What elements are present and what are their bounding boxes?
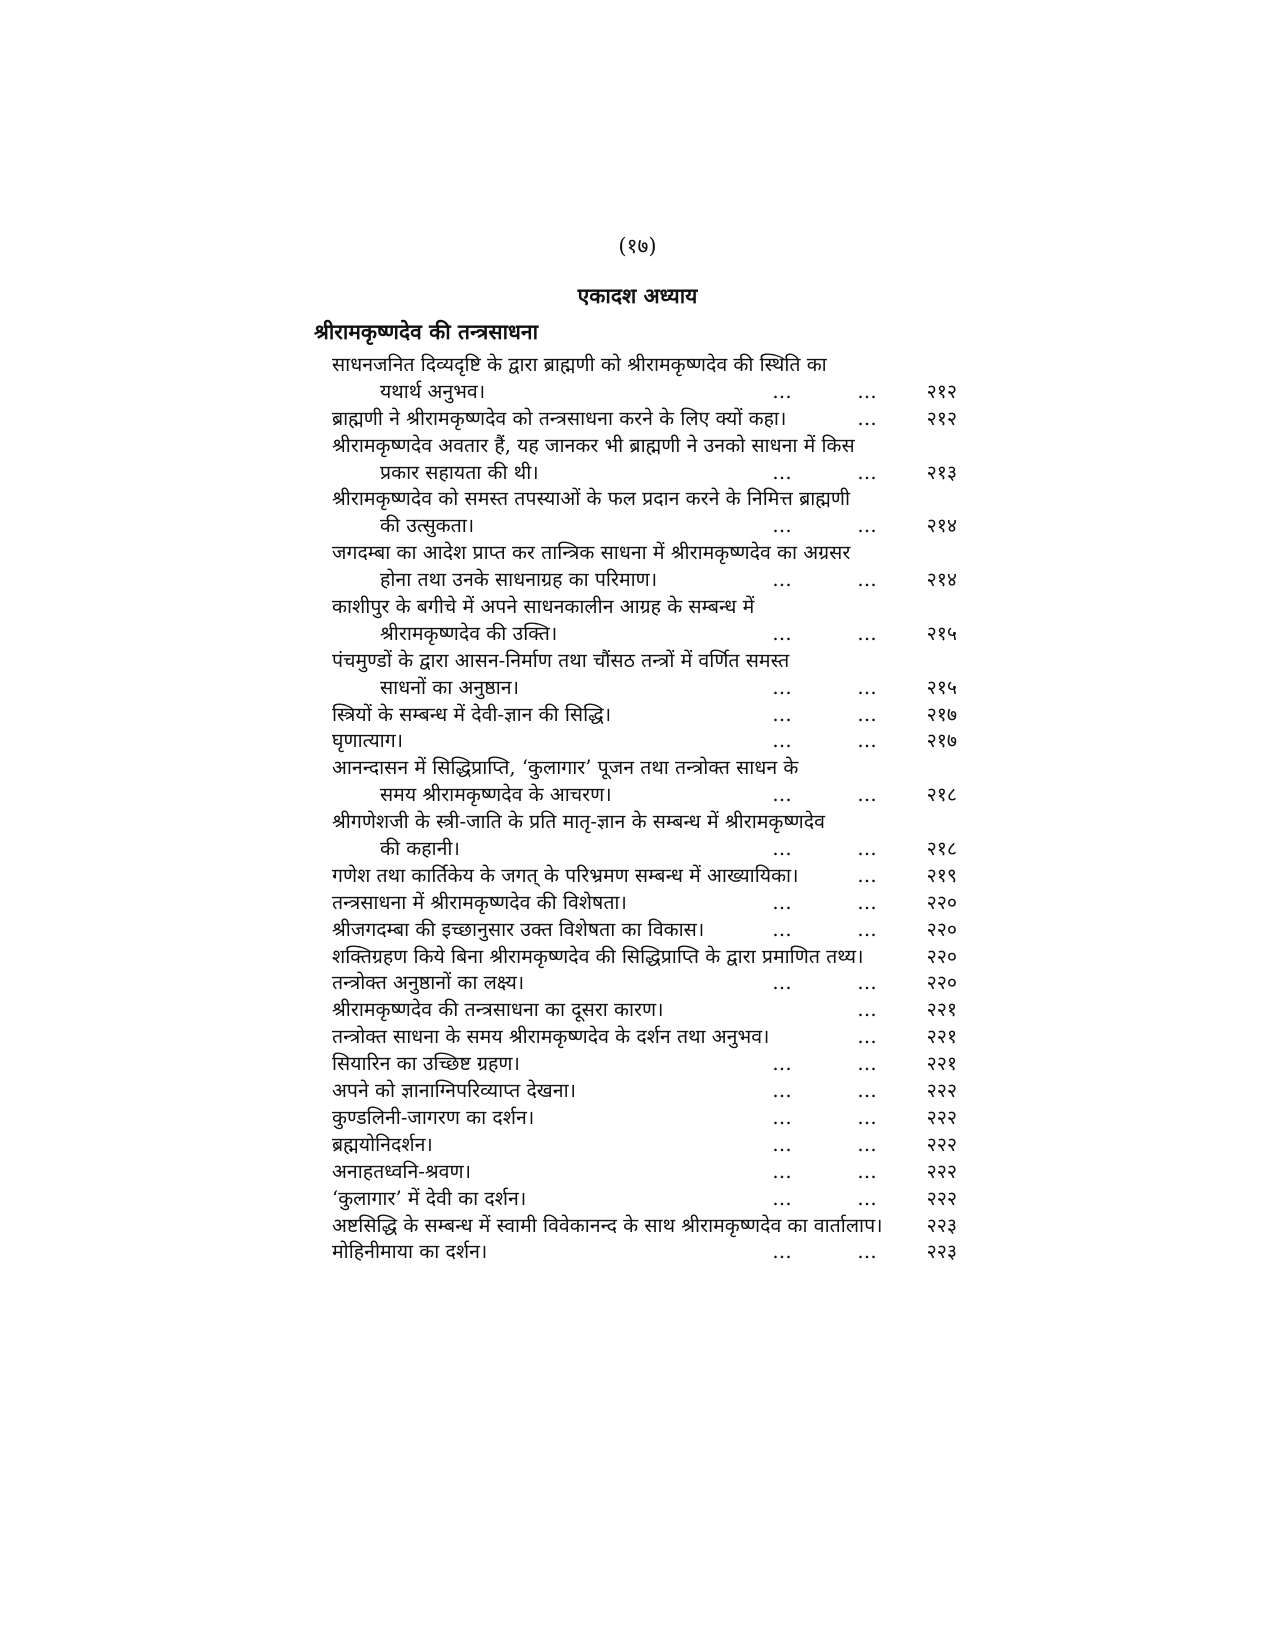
toc-entry: [332, 1078, 957, 1105]
toc-entry: [332, 755, 957, 809]
toc-page-number: २१४: [926, 568, 957, 592]
leader-dots: …: [772, 1159, 792, 1183]
section-title: श्रीरामकृष्णदेव की तन्त्रसाधना: [314, 319, 539, 344]
toc-entry-line: [332, 997, 957, 1024]
toc-entry-line: [332, 594, 952, 621]
leader-dots: …: [857, 1105, 877, 1129]
toc-page-number: २१९: [926, 863, 957, 887]
leader-dots: …: [857, 1132, 877, 1156]
leader-dots: …: [857, 729, 877, 753]
toc-entry-line: [332, 809, 952, 836]
toc-entry: [332, 352, 957, 406]
toc-entry-text: गणेश तथा कार्तिकेय के जगत् के परिभ्रमण सम्बन्ध में आख्यायिका।: [332, 863, 799, 887]
leader-dots: …: [772, 971, 792, 995]
leader-dots: …: [857, 1240, 877, 1264]
toc-entry-text: साधनों का अनुष्ठान।: [380, 675, 519, 699]
leader-dots: …: [772, 514, 792, 538]
toc-entry: [332, 406, 957, 433]
toc-entry-text: ‘कुलागार’ में देवी का दर्शन।: [332, 1186, 527, 1210]
leader-dots: …: [857, 379, 877, 403]
chapter-heading: एकादश अध्याय: [577, 283, 698, 308]
toc-entry: [332, 890, 957, 917]
toc-entry: [332, 1051, 957, 1078]
toc-entry: [332, 594, 957, 648]
toc-entry: [332, 863, 957, 890]
toc-entry-text: स्त्रियों के सम्बन्ध में देवी-ज्ञान की सिद्धि।: [332, 702, 612, 726]
toc-page-number: २१५: [926, 675, 957, 699]
toc-entry-text: श्रीरामकृष्णदेव की तन्त्रसाधना का दूसरा कारण।: [332, 998, 664, 1022]
toc-entry-text: कुण्डलिनी-जागरण का दर्शन।: [332, 1105, 535, 1129]
toc-entry-text: की कहानी।: [380, 837, 460, 861]
toc-entry: [332, 997, 957, 1024]
toc-entry: [332, 1213, 957, 1240]
toc-entry-line: [332, 648, 952, 675]
toc-entry-text: काशीपुर के बगीचे में अपने साधनकालीन आग्रह के सम्बन्ध में: [332, 595, 755, 619]
toc-entry-text: श्रीजगदम्बा की इच्छानुसार उक्त विशेषता का विकास।: [332, 917, 705, 941]
toc-entry-line: [332, 1105, 957, 1132]
table-of-contents: [332, 352, 957, 1266]
leader-dots: …: [857, 406, 877, 430]
toc-entry: [332, 1024, 957, 1051]
toc-entry: [332, 944, 957, 971]
toc-entry: [332, 1159, 957, 1186]
toc-page-number: २१८: [926, 837, 957, 861]
toc-page-number: २२३: [926, 1213, 957, 1237]
toc-entry-text: अपने को ज्ञानाग्निपरिव्याप्त देखना।: [332, 1079, 577, 1103]
leader-dots: …: [857, 1052, 877, 1076]
toc-page-number: २१२: [926, 379, 957, 403]
leader-dots: …: [857, 514, 877, 538]
toc-page-number: २१५: [926, 621, 957, 645]
leader-dots: …: [857, 702, 877, 726]
leader-dots: …: [772, 460, 792, 484]
toc-entry-text: अष्टसिद्धि के सम्बन्ध में स्वामी विवेकानन्द के साथ श्रीरामकृष्णदेव का वार्तालाप।: [332, 1213, 883, 1237]
leader-dots: …: [772, 890, 792, 914]
leader-dots: …: [857, 460, 877, 484]
toc-entry-text: की उत्सुकता।: [380, 514, 475, 538]
leader-dots: …: [772, 379, 792, 403]
leader-dots: …: [772, 675, 792, 699]
toc-entry-continuation: [332, 460, 957, 487]
toc-page-number: २१४: [926, 514, 957, 538]
leader-dots: …: [772, 702, 792, 726]
leader-dots: …: [857, 890, 877, 914]
leader-dots: …: [857, 783, 877, 807]
leader-dots: …: [772, 1186, 792, 1210]
toc-entry: [332, 648, 957, 702]
toc-page-number: २२२: [926, 1186, 957, 1210]
leader-dots: …: [857, 1186, 877, 1210]
toc-entry-line: [332, 863, 957, 890]
toc-entry-line: [332, 486, 952, 513]
leader-dots: …: [772, 568, 792, 592]
leader-dots: …: [857, 837, 877, 861]
leader-dots: …: [857, 1159, 877, 1183]
toc-entry-text: तन्त्रसाधना में श्रीरामकृष्णदेव की विशेषता।: [332, 890, 627, 914]
toc-entry-line: [332, 1024, 957, 1051]
toc-entry-text: आनन्दासन में सिद्धिप्राप्ति, ‘कुलागार’ पूजन तथा तन्त्रोक्त साधन के: [332, 756, 799, 780]
leader-dots: …: [857, 863, 877, 887]
toc-entry-line: [332, 728, 957, 755]
toc-page-number: २२१: [926, 1025, 957, 1049]
toc-entry: [332, 702, 957, 729]
leader-dots: …: [772, 1240, 792, 1264]
toc-page-number: २२२: [926, 1079, 957, 1103]
toc-entry-text: शक्तिग्रहण किये बिना श्रीरामकृष्णदेव की सिद्धिप्राप्ति के द्वारा प्रमाणित तथ्य।: [332, 944, 864, 968]
toc-entry: [332, 540, 957, 594]
leader-dots: …: [772, 917, 792, 941]
toc-page-number: २१७: [926, 702, 957, 726]
toc-entry-line: [332, 1159, 957, 1186]
leader-dots: …: [772, 1079, 792, 1103]
toc-entry-line: [332, 352, 952, 379]
toc-entry-line: [332, 890, 957, 917]
toc-entry-line: [332, 970, 957, 997]
toc-page-number: २१३: [926, 460, 957, 484]
toc-entry-text: सियारिन का उच्छिष्ट ग्रहण।: [332, 1052, 520, 1076]
toc-entry-text: प्रकार सहायता की थी।: [380, 460, 539, 484]
toc-entry-continuation: [332, 379, 957, 406]
toc-page-number: २२०: [926, 971, 957, 995]
toc-entry-text: तन्त्रोक्त साधना के समय श्रीरामकृष्णदेव के दर्शन तथा अनुभव।: [332, 1025, 770, 1049]
toc-entry: [332, 1132, 957, 1159]
toc-page-number: २१७: [926, 729, 957, 753]
toc-entry-line: [332, 1213, 957, 1240]
toc-entry-text: ब्राह्मणी ने श्रीरामकृष्णदेव को तन्त्रसाधना करने के लिए क्यों कहा।: [332, 406, 787, 430]
toc-entry-text: जगदम्बा का आदेश प्राप्त कर तान्त्रिक साधना में श्रीरामकृष्णदेव का अग्रसर: [332, 541, 851, 565]
toc-entry: [332, 1105, 957, 1132]
toc-entry-continuation: [332, 567, 957, 594]
leader-dots: …: [857, 998, 877, 1022]
leader-dots: …: [772, 1132, 792, 1156]
toc-entry-text: श्रीरामकृष्णदेव की उक्ति।: [380, 621, 558, 645]
toc-entry-text: श्रीगणेशजी के स्त्री-जाति के प्रति मातृ-ज्ञान के सम्बन्ध में श्रीरामकृष्णदेव: [332, 810, 825, 834]
toc-entry-text: साधनजनित दिव्यदृष्टि के द्वारा ब्राह्मणी को श्रीरामकृष्णदेव की स्थिति का: [332, 353, 827, 376]
toc-entry-text: अनाहतध्वनि-श्रवण।: [332, 1159, 472, 1183]
leader-dots: …: [772, 1105, 792, 1129]
toc-entry: [332, 917, 957, 944]
toc-page-number: २२२: [926, 1159, 957, 1183]
toc-entry-text: श्रीरामकृष्णदेव को समस्त तपस्याओं के फल प्रदान करने के निमित्त ब्राह्मणी: [332, 487, 851, 511]
toc-entry-line: [332, 1078, 957, 1105]
toc-page-number: २२०: [926, 917, 957, 941]
toc-page-number: २२०: [926, 890, 957, 914]
toc-entry-line: [332, 406, 957, 433]
toc-entry-text: ब्रह्मयोनिदर्शन।: [332, 1132, 433, 1156]
leader-dots: …: [772, 1052, 792, 1076]
toc-page-number: २२२: [926, 1105, 957, 1129]
toc-entry-text: श्रीरामकृष्णदेव अवतार हैं, यह जानकर भी ब्राह्मणी ने उनको साधना में किस: [332, 433, 855, 457]
toc-entry-line: [332, 1239, 957, 1266]
toc-entry-line: [332, 917, 957, 944]
toc-entry-line: [332, 1186, 957, 1213]
toc-entry: [332, 486, 957, 540]
toc-entry-text: पंचमुण्डों के द्वारा आसन-निर्माण तथा चौंसठ तन्त्रों में वर्णित समस्त: [332, 648, 790, 672]
toc-entry-line: [332, 702, 957, 729]
toc-page-number: २२२: [926, 1132, 957, 1156]
toc-entry-line: [332, 755, 952, 782]
toc-page-number: २२०: [926, 944, 957, 968]
toc-page-number: २१८: [926, 783, 957, 807]
leader-dots: …: [857, 971, 877, 995]
toc-entry-text: तन्त्रोक्त अनुष्ठानों का लक्ष्य।: [332, 971, 525, 995]
toc-entry-continuation: [332, 513, 957, 540]
toc-page-number: २२१: [926, 998, 957, 1022]
leader-dots: …: [772, 729, 792, 753]
toc-entry: [332, 433, 957, 487]
toc-entry-line: [332, 944, 957, 971]
toc-page-number: २२१: [926, 1052, 957, 1076]
leader-dots: …: [857, 917, 877, 941]
leader-dots: …: [857, 1025, 877, 1049]
toc-entry: [332, 728, 957, 755]
toc-entry-text: मोहिनीमाया का दर्शन।: [332, 1240, 488, 1264]
toc-entry-continuation: [332, 675, 957, 702]
toc-entry-continuation: [332, 621, 957, 648]
toc-page-number: २१२: [926, 406, 957, 430]
leader-dots: …: [772, 621, 792, 645]
toc-entry: [332, 1239, 957, 1266]
toc-entry-line: [332, 1051, 957, 1078]
toc-entry-continuation: [332, 836, 957, 863]
leader-dots: …: [857, 675, 877, 699]
toc-entry: [332, 1186, 957, 1213]
toc-entry-continuation: [332, 782, 957, 809]
toc-page-number: २२३: [926, 1240, 957, 1264]
toc-entry-text: समय श्रीरामकृष्णदेव के आचरण।: [380, 783, 612, 807]
toc-entry-text: होना तथा उनके साधनाग्रह का परिमाण।: [380, 568, 658, 592]
toc-entry-line: [332, 540, 952, 567]
toc-entry-text: यथार्थ अनुभव।: [380, 379, 486, 403]
page-number: (१७): [618, 234, 657, 258]
leader-dots: …: [857, 568, 877, 592]
toc-entry-line: [332, 1132, 957, 1159]
toc-entry-line: [332, 433, 952, 460]
toc-entry: [332, 970, 957, 997]
leader-dots: …: [772, 837, 792, 861]
leader-dots: …: [772, 783, 792, 807]
leader-dots: …: [857, 621, 877, 645]
toc-entry: [332, 809, 957, 863]
toc-entry-text: घृणात्याग।: [332, 729, 404, 753]
leader-dots: …: [857, 1079, 877, 1103]
